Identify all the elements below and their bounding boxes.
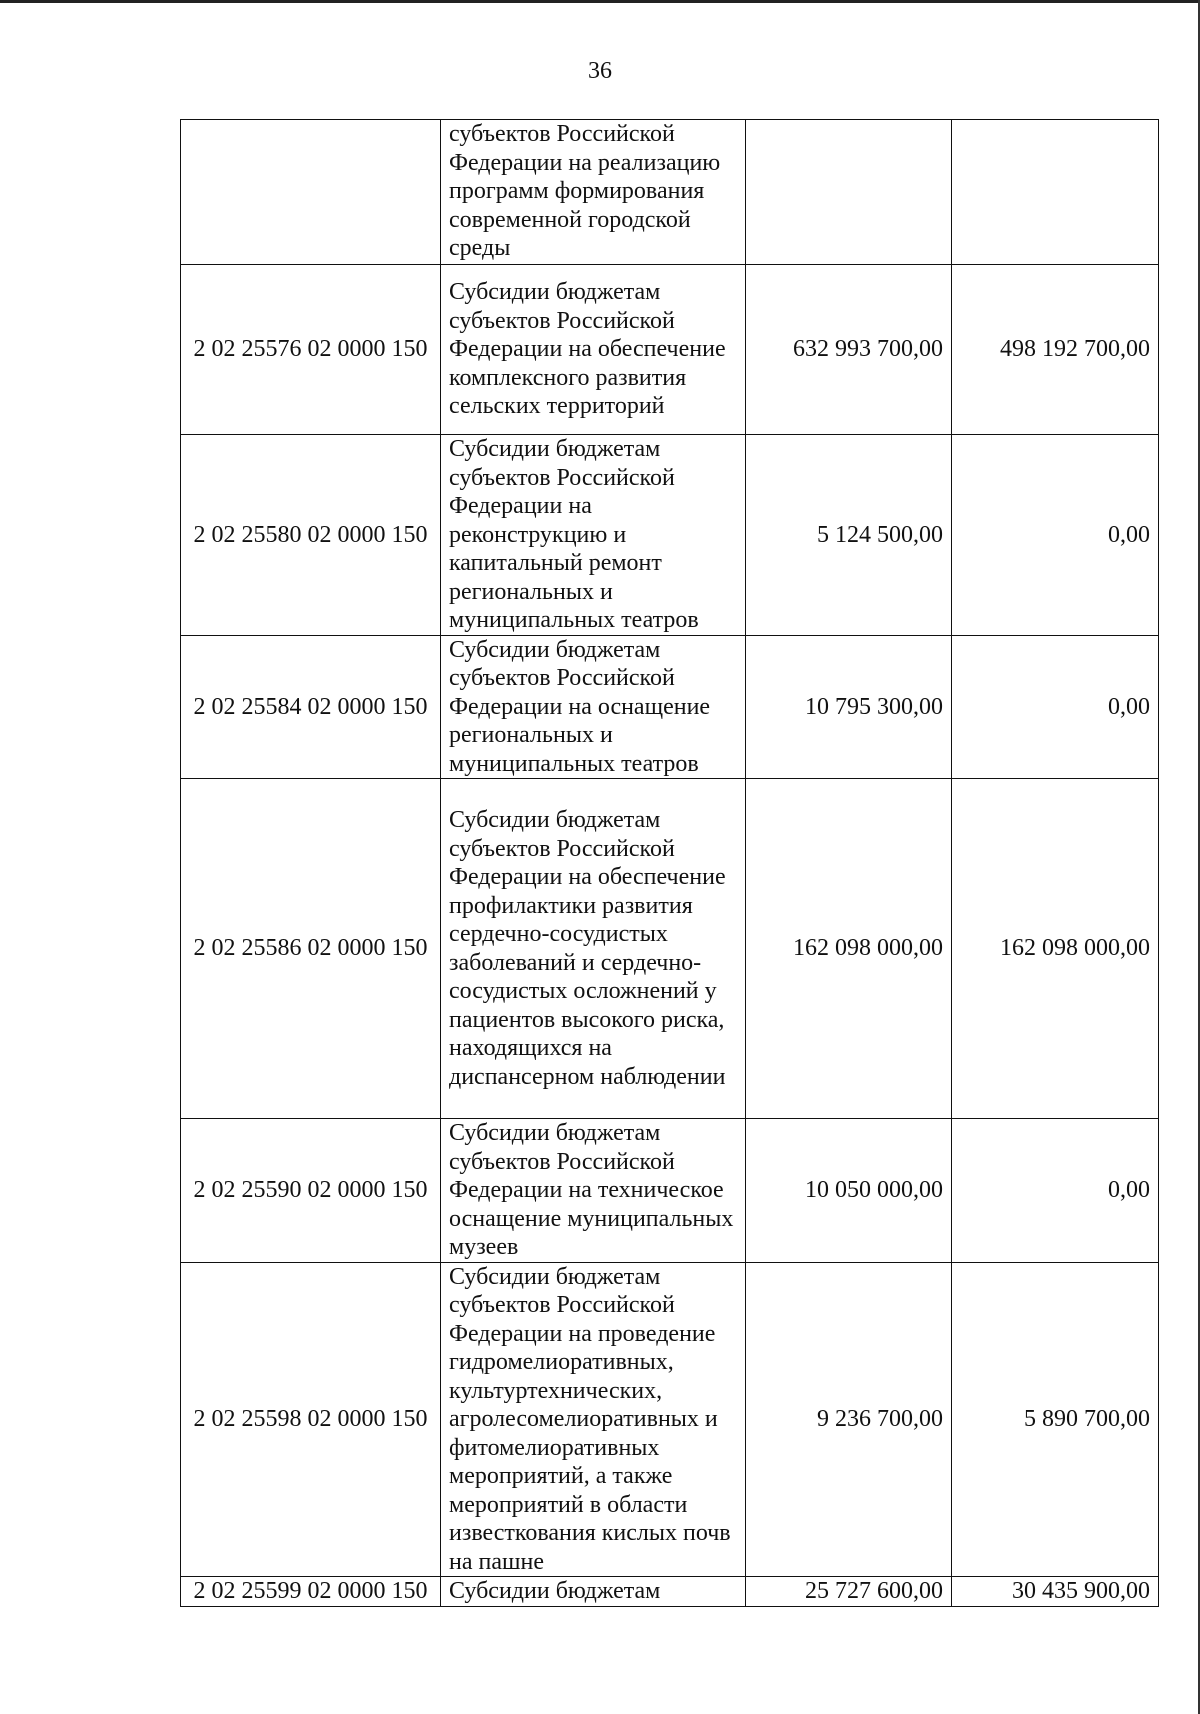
budget-table <box>180 119 1159 1607</box>
table-row <box>181 779 1159 1119</box>
description-cell: Субсидии бюджетам субъектов Российской Федерации на техническое оснащение муниципальных музеев <box>441 1119 746 1263</box>
table-row <box>181 1262 1159 1577</box>
table-row <box>181 265 1159 435</box>
table-row <box>181 435 1159 636</box>
amount-cell-2: 0,00 <box>952 1119 1159 1263</box>
description-cell: Субсидии бюджетам субъектов Российской Федерации на оснащение региональных и муниципальных театров <box>441 635 746 779</box>
amount-cell-1: 5 124 500,00 <box>746 435 952 636</box>
amount-cell-2: 0,00 <box>952 635 1159 779</box>
amount-cell-1: 10 795 300,00 <box>746 635 952 779</box>
table-row <box>181 1577 1159 1607</box>
table-row <box>181 120 1159 265</box>
amount-cell-2: 5 890 700,00 <box>952 1262 1159 1577</box>
description-cell: Субсидии бюджетам <box>441 1577 746 1607</box>
page-border-top <box>0 0 1200 3</box>
page-number: 36 <box>588 58 612 84</box>
description-cell: субъектов Российской Федерации на реализацию программ формирования современной городской среды <box>441 120 746 265</box>
budget-code-cell: 2 02 25586 02 0000 150 <box>181 779 441 1119</box>
amount-cell-2 <box>952 120 1159 265</box>
description-cell: Субсидии бюджетам субъектов Российской Федерации на реконструкцию и капитальный ремонт региональных и муниципальных театров <box>441 435 746 636</box>
description-cell: Субсидии бюджетам субъектов Российской Федерации на обеспечение профилактики развития сердечно-сосудистых заболеваний и сердечно-сосудистых осложнений у пациентов высокого риска, находящихся на диспансерном наблюдении <box>441 779 746 1119</box>
description-cell: Субсидии бюджетам субъектов Российской Федерации на обеспечение комплексного развития сельских территорий <box>441 265 746 435</box>
amount-cell-1: 25 727 600,00 <box>746 1577 952 1607</box>
budget-code-cell: 2 02 25584 02 0000 150 <box>181 635 441 779</box>
budget-code-cell <box>181 120 441 265</box>
budget-code-cell: 2 02 25576 02 0000 150 <box>181 265 441 435</box>
budget-code-cell: 2 02 25599 02 0000 150 <box>181 1577 441 1607</box>
amount-cell-2: 498 192 700,00 <box>952 265 1159 435</box>
amount-cell-2: 0,00 <box>952 435 1159 636</box>
amount-cell-1: 9 236 700,00 <box>746 1262 952 1577</box>
table-row <box>181 1119 1159 1263</box>
amount-cell-2: 30 435 900,00 <box>952 1577 1159 1607</box>
budget-code-cell: 2 02 25590 02 0000 150 <box>181 1119 441 1263</box>
budget-code-cell: 2 02 25598 02 0000 150 <box>181 1262 441 1577</box>
amount-cell-1: 632 993 700,00 <box>746 265 952 435</box>
budget-code-cell: 2 02 25580 02 0000 150 <box>181 435 441 636</box>
table-row <box>181 635 1159 779</box>
amount-cell-1: 162 098 000,00 <box>746 779 952 1119</box>
amount-cell-1 <box>746 120 952 265</box>
amount-cell-1: 10 050 000,00 <box>746 1119 952 1263</box>
amount-cell-2: 162 098 000,00 <box>952 779 1159 1119</box>
description-cell: Субсидии бюджетам субъектов Российской Федерации на проведение гидромелиоративных, культуртехнических, агролесомелиоративных и фитомелиоративных мероприятий, а также мероприятий в области известкования кислых почв на пашне <box>441 1262 746 1577</box>
